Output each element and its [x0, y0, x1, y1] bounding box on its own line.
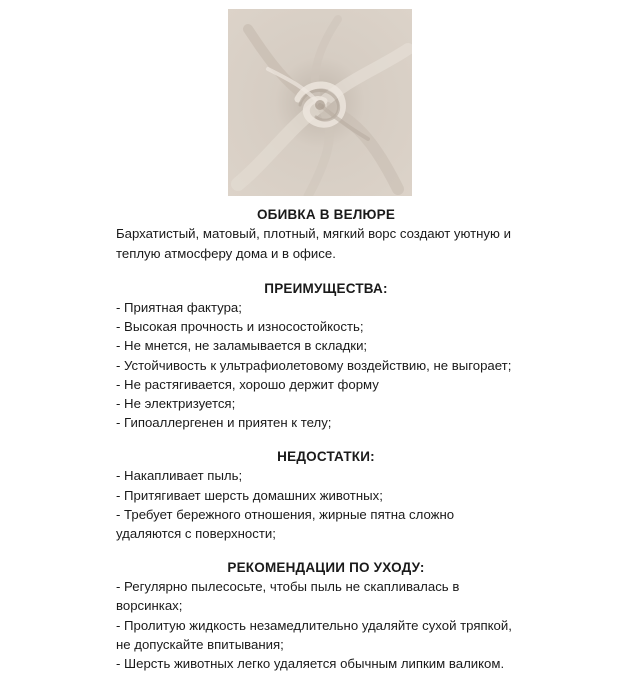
- list-item: - Накапливает пыль;: [116, 468, 243, 484]
- list-item: ворсинках;: [116, 598, 183, 614]
- velour-fabric-swirl-photo: [228, 9, 412, 196]
- list-item: - Приятная фактура;: [116, 300, 242, 315]
- list-item: - Не растягивается, хорошо держит форму: [116, 376, 379, 392]
- section-title-care-recommendations: РЕКОМЕНДАЦИИ ПО УХОДУ:: [227, 560, 425, 576]
- description-text-block: [116, 206, 536, 673]
- list-item: - Пролитую жидкость незамедлительно удаляйте сухой тряпкой,: [116, 617, 512, 633]
- list-item: удаляются с поверхности;: [116, 526, 276, 542]
- upholstery-description-line-1: Бархатистый, матовый, плотный, мягкий ворс создают уютную и: [116, 226, 511, 241]
- list-item: - Не мнется, не заламывается в складки;: [116, 338, 368, 354]
- section-title-advantages: ПРЕИМУЩЕСТВА:: [264, 281, 388, 296]
- fabric-swirl-image: [228, 9, 412, 196]
- section-title-disadvantages: НЕДОСТАТКИ:: [277, 449, 375, 465]
- list-item: - Не электризуется;: [116, 396, 236, 412]
- section-title-upholstery: ОБИВКА В ВЕЛЮРЕ: [256, 207, 396, 222]
- care-recommendations-list: [116, 577, 536, 673]
- advantages-list: [116, 298, 536, 432]
- list-item: - Шерсть животных легко удаляется обычным липким валиком.: [116, 656, 505, 672]
- list-item: - Гипоаллергенен и приятен к телу;: [116, 415, 332, 431]
- list-item: - Притягивает шерсть домашних животных;: [116, 487, 383, 503]
- list-item: не допускайте впитывания;: [116, 636, 284, 652]
- list-item: - Устойчивость к ультрафиолетовому воздействию, не выгорает;: [116, 357, 512, 373]
- list-item: - Высокая прочность и износостойкость;: [116, 319, 364, 335]
- upholstery-description-line-2: теплую атмосферу дома и в офисе.: [116, 246, 336, 261]
- list-item: - Требует бережного отношения, жирные пятна сложно: [116, 506, 455, 522]
- disadvantages-list: [116, 466, 536, 543]
- list-item: - Регулярно пылесосьте, чтобы пыль не скапливалась в: [116, 579, 460, 595]
